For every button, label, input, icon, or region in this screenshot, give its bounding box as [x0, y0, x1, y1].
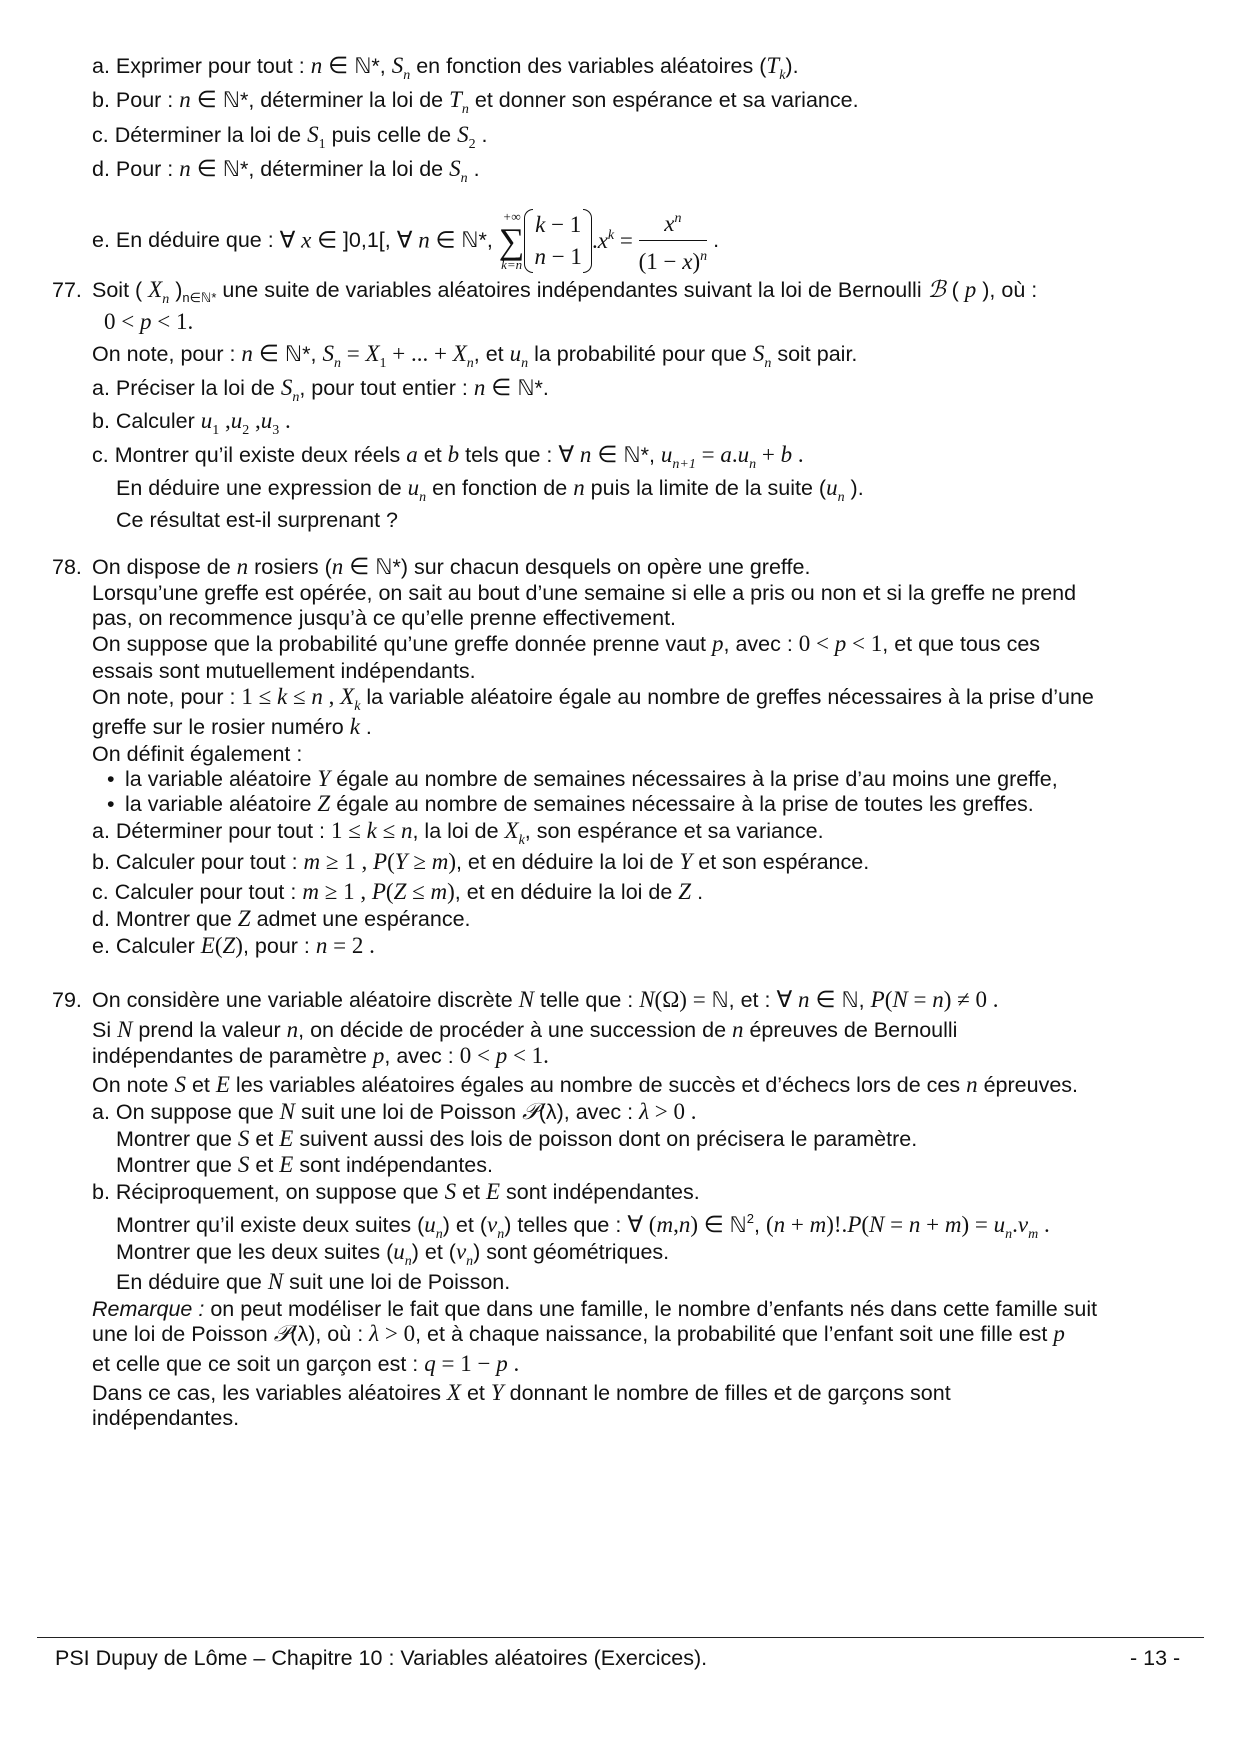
ex77-condition: 0 < p < 1. — [104, 309, 194, 334]
ex78-text-line: On définit également : — [92, 742, 303, 766]
exercise-number: 77. — [52, 278, 82, 302]
ex78-text-line: greffe sur le rosier numéro k . — [92, 714, 372, 739]
ex79-remark-line: une loi de Poisson 𝒫(λ), où : λ > 0, et à chaque naissance, la probabilité que l’enfant soit une fille est p — [92, 1321, 1065, 1346]
ex78-bullet-y: • la variable aléatoire Y égale au nombre de semaines nécessaires à la prise d’au moins une greffe, — [107, 766, 1058, 791]
ex78-item-b: b. Calculer pour tout : m ≥ 1 , P(Y ≥ m), et en déduire la loi de Y et son espérance. — [92, 849, 870, 874]
ex76-item-b: b. Pour : n ∈ ℕ*, déterminer la loi de $T_n$ et donner son espérance et sa variance. — [92, 87, 859, 117]
ex78-item-a: a. Déterminer pour tout : 1 ≤ k ≤ n, la loi de $X_k$, son espérance et sa variance. — [92, 818, 824, 848]
binomial-coefficient: k − 1 n − 1 — [524, 209, 591, 273]
ex77-item-a: a. Préciser la loi de $S_n$, pour tout entier : n ∈ ℕ*. — [92, 375, 549, 405]
ex76-item-e: e. En déduire que : ∀ x ∈ ]0,1[, ∀ n ∈ ℕ*, +∞ ∑ k=n k − 1 n − 1 $.x^k$ = $\frac{x^n}{(1 - x)^n}$ . — [92, 205, 719, 276]
exercise-number: 78. — [52, 555, 82, 579]
ex77-item-c-deduce: En déduire une expression de $u_n$ en fonction de n puis la limite de la suite ($u_n$ ). — [116, 475, 864, 505]
ex79-intro: On considère une variable aléatoire discrète N telle que : N(Ω) = ℕ, et : ∀ n ∈ ℕ, P(N = n) ≠ 0 . — [92, 987, 999, 1012]
ex79-text-line: indépendantes de paramètre p, avec : 0 < p < 1. — [92, 1043, 549, 1068]
ex78-text-line: On note, pour : 1 ≤ k ≤ n , $X_k$ la variable aléatoire égale au nombre de greffes nécessaires à la prise d’une — [92, 684, 1094, 714]
fraction: $\frac{x^n}{(1 - x)^n}$ — [639, 205, 708, 276]
ex78-text-line: pas, on recommence jusqu’à ce qu’elle prenne effectivement. — [92, 606, 677, 630]
sum-symbol: +∞ ∑ k=n — [498, 208, 525, 272]
ex76-item-c: c. Déterminer la loi de $S_1$ puis celle de $S_2$ . — [92, 122, 488, 152]
ex77-item-c-question: Ce résultat est-il surprenant ? — [116, 508, 399, 532]
ex78-text-line: On suppose que la probabilité qu’une greffe donnée prenne vaut p, avec : 0 < p < 1, et que tous ces — [92, 631, 1041, 656]
ex78-item-d: d. Montrer que Z admet une espérance. — [92, 906, 471, 931]
ex78-item-c: c. Calculer pour tout : m ≥ 1 , P(Z ≤ m), et en déduire la loi de Z . — [92, 879, 704, 904]
ex78-text-line: Lorsqu’une greffe est opérée, on sait au bout d’une semaine si elle a pris ou non et si la greffe ne prend — [92, 581, 1077, 605]
ex79-item-b-line: Montrer qu’il existe deux suites $(u_n)$ et $(v_n)$ telles que : ∀ (m,n) ∈ ℕ$^2$, $(n + m)!.P(N = n + m) = u_n.v_m$ . — [116, 1211, 1050, 1242]
ex79-text-line: Si N prend la valeur n, on décide de procéder à une succession de n épreuves de Bernoulli — [92, 1017, 958, 1042]
ex77-intro: Soit ( $X_n$ )$_{n\in ℕ*}$ une suite de variables aléatoires indépendantes suivant la loi de Bernoulli ℬ ( p ), où : — [92, 277, 1038, 307]
page-number: - 13 - — [1130, 1646, 1181, 1670]
ex78-text-line: essais sont mutuellement indépendants. — [92, 659, 476, 683]
ex76-item-d: d. Pour : n ∈ ℕ*, déterminer la loi de $S_n$ . — [92, 156, 480, 186]
ex79-item-b: b. Réciproquement, on suppose que S et E sont indépendantes. — [92, 1179, 700, 1204]
footer-title: PSI Dupuy de Lôme – Chapitre 10 : Variables aléatoires (Exercices). — [55, 1646, 708, 1670]
ex79-item-a-line: Montrer que S et E suivent aussi des lois de poisson dont on précisera le paramètre. — [116, 1126, 918, 1151]
footer-divider — [37, 1637, 1204, 1638]
ex77-item-c: c. Montrer qu’il existe deux réels a et b tels que : ∀ n ∈ ℕ*, $u_{n+1} = a.u_n + b$ . — [92, 442, 804, 472]
ex79-item-a: a. On suppose que N suit une loi de Poisson 𝒫(λ), avec : λ > 0 . — [92, 1099, 697, 1124]
ex79-remark: Remarque : on peut modéliser le fait que dans une famille, le nombre d’enfants nés dans cette famille suit — [92, 1297, 1098, 1321]
ex78-bullet-z: • la variable aléatoire Z égale au nombre de semaines nécessaire à la prise de toutes les greffes. — [107, 791, 1034, 816]
ex77-notation: On note, pour : n ∈ ℕ*, $S_n = X_1$ + ... + $X_n$, et $u_n$ la probabilité pour que $S_n$ soit pair. — [92, 341, 858, 371]
ex79-text-line: On note S et E les variables aléatoires égales au nombre de succès et d’échecs lors de ces n épreuves. — [92, 1072, 1079, 1097]
ex79-remark-line: et celle que ce soit un garçon est : q = 1 − p . — [92, 1351, 520, 1376]
ex77-item-b: b. Calculer $u_1$ $,u_2$ $,u_3$ . — [92, 408, 291, 438]
ex79-item-b-line: En déduire que N suit une loi de Poisson. — [116, 1269, 511, 1294]
ex79-remark-line: Dans ce cas, les variables aléatoires X et Y donnant le nombre de filles et de garçons sont — [92, 1380, 951, 1405]
ex76-item-a: a. Exprimer pour tout : n ∈ ℕ*, $S_n$ en fonction des variables aléatoires $(T_k)$. — [92, 53, 799, 83]
ex78-item-e: e. Calculer E(Z), pour : n = 2 . — [92, 933, 375, 958]
exercise-number: 79. — [52, 988, 82, 1012]
ex79-remark-line: indépendantes. — [92, 1406, 240, 1430]
ex78-intro: On dispose de n rosiers (n ∈ ℕ*) sur chacun desquels on opère une greffe. — [92, 554, 811, 579]
ex79-item-b-line: Montrer que les deux suites $(u_n)$ et $(v_n)$ sont géométriques. — [116, 1239, 670, 1269]
ex79-item-a-line: Montrer que S et E sont indépendantes. — [116, 1152, 493, 1177]
